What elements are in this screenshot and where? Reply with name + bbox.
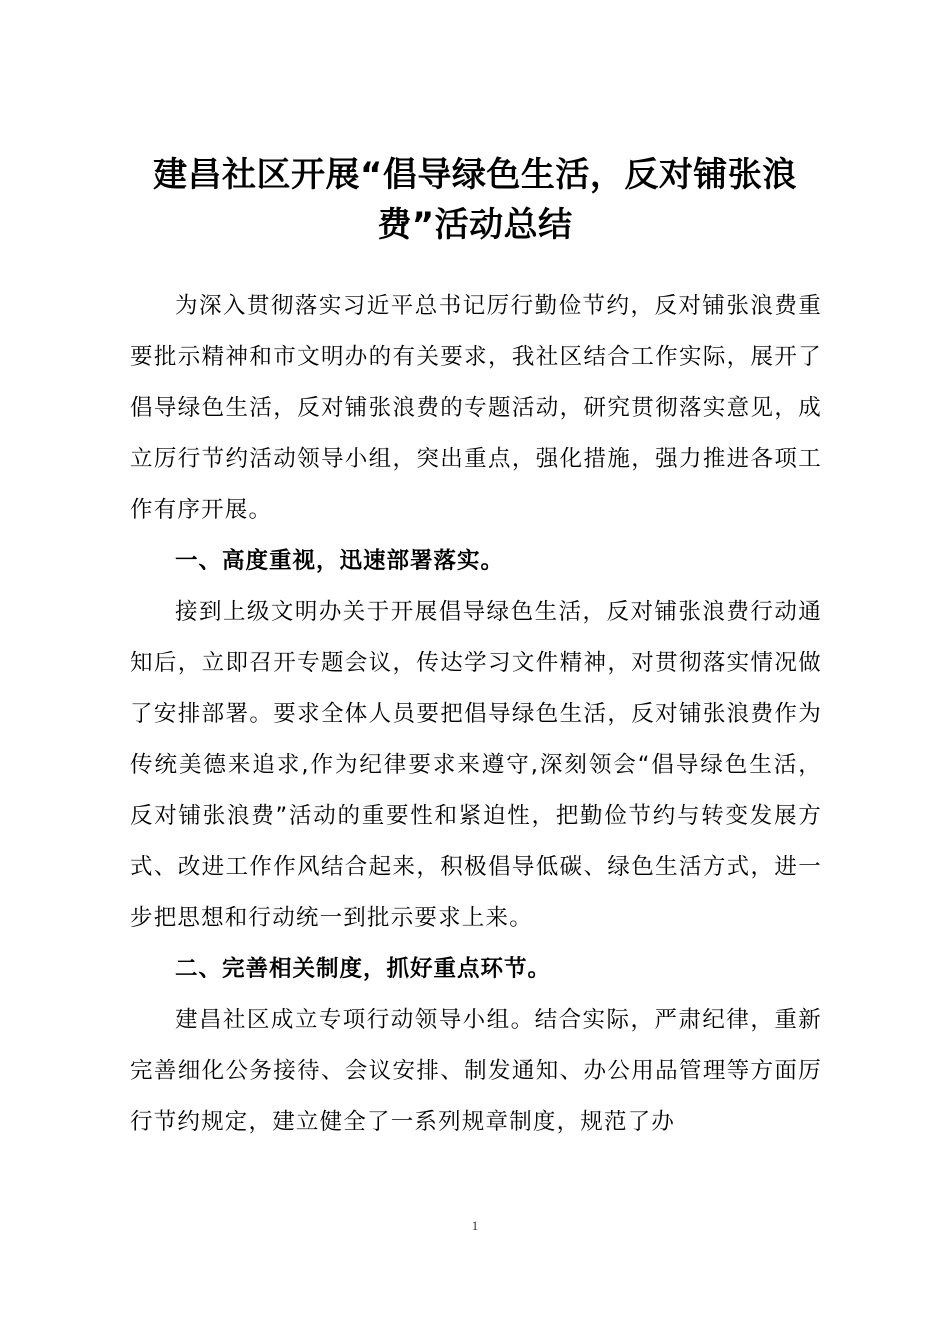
paragraph-intro: 为深入贯彻落实习近平总书记厉行勤俭节约，反对铺张浪费重要批示精神和市文明办的有关要求，我社区结合工作实际，展开了倡导绿色生活，反对铺张浪费的专题活动，研究贯彻落实意见，成立厉行节约活动领导小组，突出重点，强化措施，强力推进各项工作有序开展。: [130, 293, 822, 523]
document-title: 建昌社区开展“倡导绿色生活，反对铺张浪费”活动总结: [153, 155, 797, 245]
section-heading-2: 二、完善相关制度，抓好重点环节。: [175, 956, 552, 982]
paragraph-section-1: 接到上级文明办关于开展倡导绿色生活，反对铺张浪费行动通知后，立即召开专题会议，传达学习文件精神，对贯彻落实情况做了安排部署。要求全体人员要把倡导绿色生活，反对铺张浪费作为传统美德来追求,作为纪律要求来遵守,深刻领会“倡导绿色生活，反对铺张浪费”活动的重要性和紧迫性，把勤俭节约与转变发展方式、改进工作作风结合起来，积极倡导低碳、绿色生活方式，进一步把思想和行动统一到批示要求上来。: [130, 599, 822, 931]
document-body: [130, 281, 822, 1148]
paragraph-section-2: 建昌社区成立专项行动领导小组。结合实际，严肃纪律，重新完善细化公务接待、会议安排、制发通知、办公用品管理等方面厉行节约规定，建立健全了一系列规章制度，规范了办: [130, 1007, 822, 1135]
page-number: 1: [471, 1218, 479, 1233]
section-heading-1: 一、高度重视，迅速部署落实。: [175, 548, 505, 574]
